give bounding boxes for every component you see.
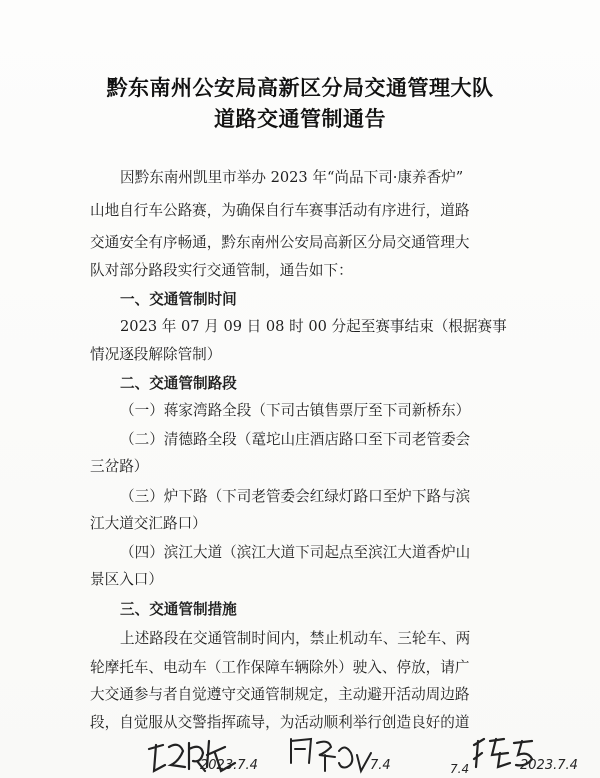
signature-date-1: 2023.7.4 xyxy=(200,758,258,773)
section2-item-2-cont: 三岔路） xyxy=(90,458,149,475)
signature-date-3: 7.4 xyxy=(450,762,470,776)
section2-item-3-cont: 江大道交汇路口） xyxy=(90,515,207,532)
intro-line: 因黔东南州凯里市举办 2023 年“尚品下司·康养香炉” xyxy=(120,169,464,186)
section3-line: 大交通参与者自觉遵守交通管制规定，主动避开活动周边路 xyxy=(90,686,470,703)
section2-heading: 二、交通管制路段 xyxy=(120,375,237,392)
intro-line: 山地自行车公路赛，为确保自行车赛事活动有序进行，道路 xyxy=(90,202,470,219)
section1-heading: 一、交通管制时间 xyxy=(120,291,237,308)
section1-line: 2023 年 07 月 09 日 08 时 00 分起至赛事结束（根据赛事 xyxy=(120,318,507,335)
section3-heading: 三、交通管制措施 xyxy=(120,601,237,618)
section2-item-1: （一）蒋家湾路全段（下司古镇售票厅至下司新桥东） xyxy=(120,402,471,419)
signature-date-2: 7.4 xyxy=(370,758,391,773)
section2-item-4-cont: 景区入口） xyxy=(90,571,163,588)
section3-line: 轮摩托车、电动车（工作保障车辆除外）驶入、停放，请广 xyxy=(90,659,470,676)
section2-item-4: （四）滨江大道（滨江大道下司起点至滨江大道香炉山 xyxy=(120,544,471,561)
handwritten-signature-2 xyxy=(285,733,375,778)
intro-line: 队对部分路段实行交通管制，通告如下： xyxy=(90,262,353,279)
document-title-line1: 黔东南州公安局高新区分局交通管理大队 xyxy=(106,75,494,100)
section1-line: 情况逐段解除管制） xyxy=(90,346,222,363)
signature-date-4: 2023.7.4 xyxy=(520,758,578,773)
section3-line: 段，自觉服从交警指挥疏导，为活动顺利举行创造良好的道 xyxy=(90,714,470,731)
section2-item-3: （三）炉下路（下司老管委会红绿灯路口至炉下路与滨 xyxy=(120,488,471,505)
section2-item-2: （二）清德路全段（鼋坨山庄酒店路口至下司老管委会 xyxy=(120,431,471,448)
intro-line: 交通安全有序畅通，黔东南州公安局高新区分局交通管理大 xyxy=(90,234,470,251)
section3-line: 上述路段在交通管制时间内，禁止机动车、三轮车、两 xyxy=(120,630,471,647)
document-title-line2: 道路交通管制通告 xyxy=(214,106,386,131)
